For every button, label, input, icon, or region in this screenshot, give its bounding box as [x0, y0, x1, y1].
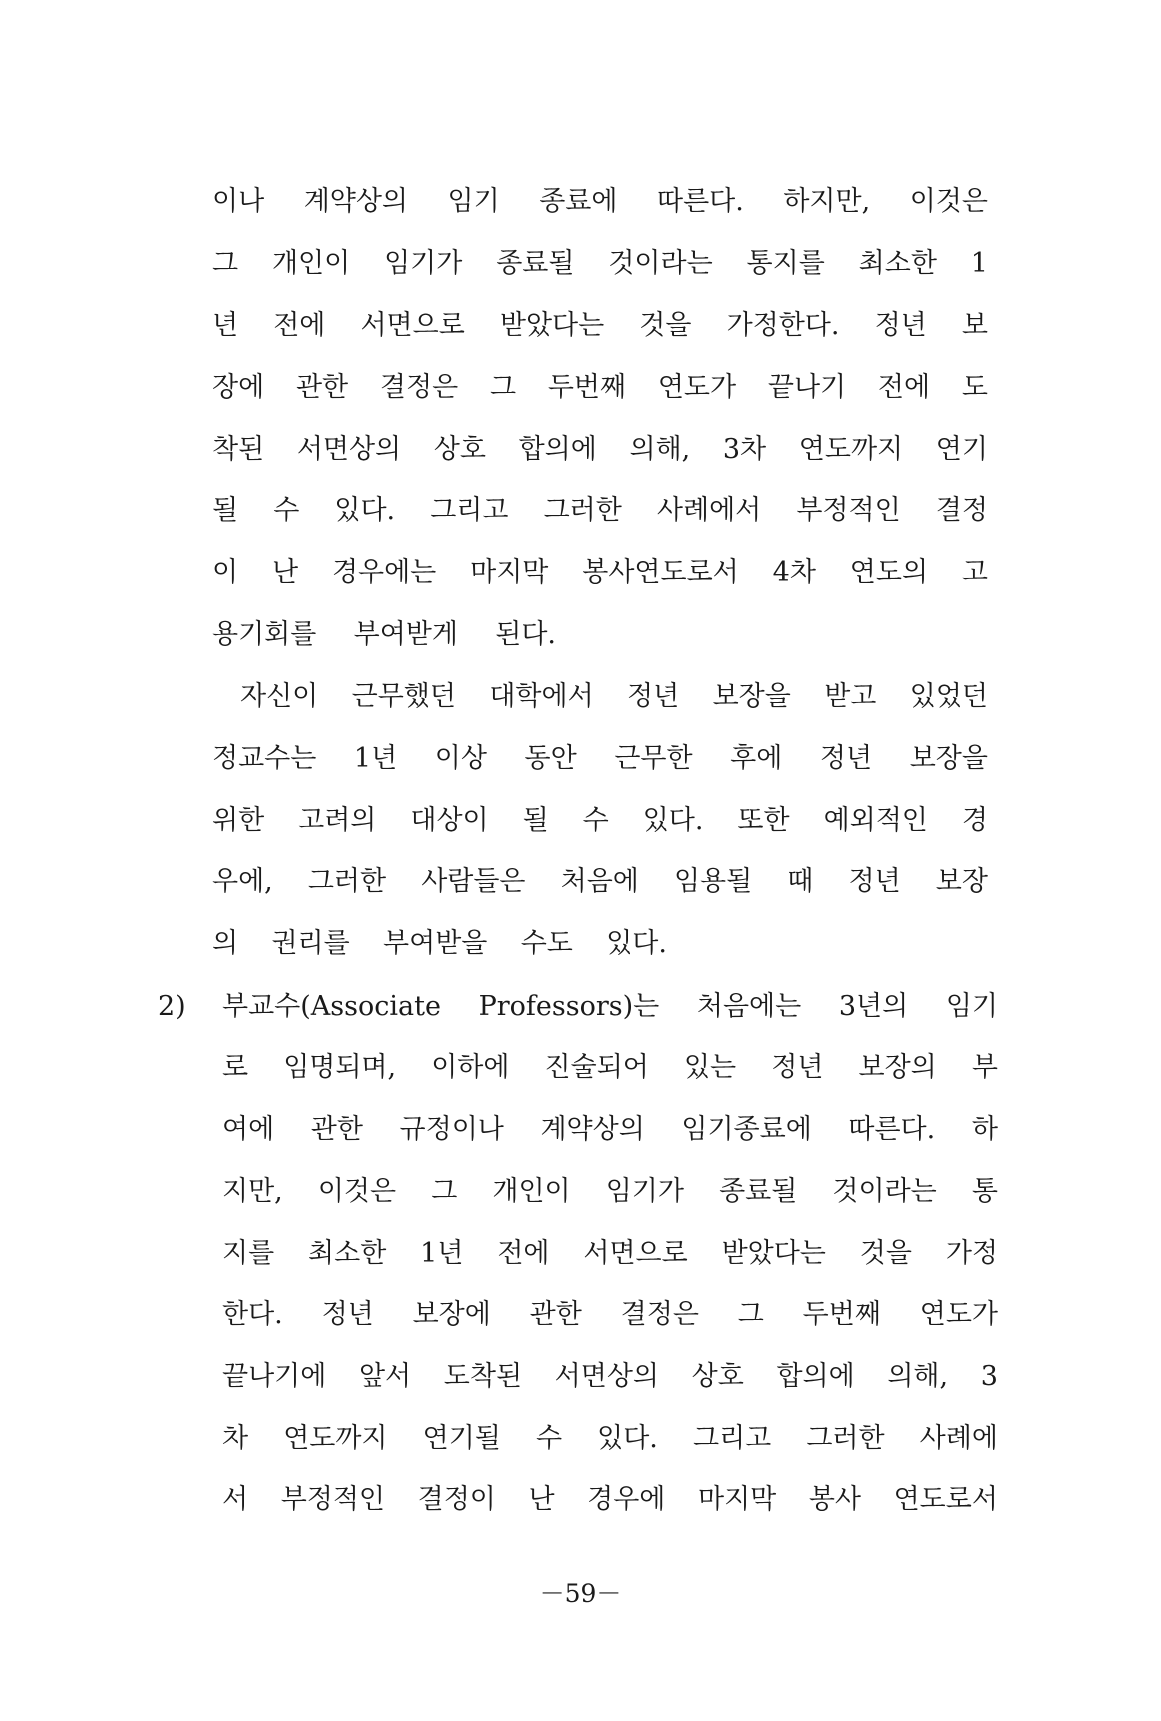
word: 그리고: [430, 495, 509, 526]
word: 그: [489, 372, 517, 403]
word: 수: [582, 805, 609, 836]
word: 대상이: [410, 805, 489, 836]
word: 이상: [434, 743, 487, 774]
word: 보장을: [909, 743, 988, 774]
word: 규정이나: [399, 1114, 504, 1145]
paragraph-2-line: [212, 741, 988, 777]
word: 연도가: [919, 1299, 998, 1330]
word: 합의에: [776, 1361, 855, 1392]
word: 근무한: [614, 743, 693, 774]
word: 것을: [639, 310, 692, 341]
word: 봉사연도로서: [582, 557, 739, 588]
page-number: －59－: [539, 1579, 622, 1608]
word: 한다.: [222, 1299, 283, 1330]
word: 따른다.: [848, 1114, 936, 1145]
word: 그: [212, 248, 239, 279]
word: 우에,: [212, 866, 273, 897]
word: 두번째: [547, 372, 627, 403]
word: 사례에: [919, 1423, 998, 1454]
word: 마지막: [470, 557, 549, 588]
word: 하: [971, 1114, 998, 1145]
word: 연기: [935, 434, 988, 465]
word: 보장을: [712, 681, 791, 712]
word: 것을: [859, 1238, 912, 1269]
word: 장에: [212, 372, 265, 403]
word: 처음에는: [696, 991, 802, 1022]
word: 결정: [935, 495, 988, 526]
word: 될: [212, 495, 239, 526]
word: 그러한: [806, 1423, 885, 1454]
paragraph-1-line: [212, 555, 988, 591]
list-item-2-line: [222, 1174, 998, 1210]
word: 있다.: [642, 805, 704, 836]
word: 1: [970, 248, 988, 279]
word: 3차: [722, 434, 767, 465]
word: 경우에는: [331, 557, 437, 588]
word: 개인이: [492, 1176, 571, 1207]
paragraph-2-line: [212, 803, 988, 839]
word: 끝나기: [767, 372, 847, 403]
word: 근무했던: [351, 681, 456, 712]
word: 부정적인: [796, 495, 901, 526]
word: 연도가: [657, 372, 737, 403]
word: 임기: [945, 991, 998, 1022]
word: 연도까지: [798, 434, 904, 465]
word: 종료될: [719, 1176, 798, 1207]
word: 부교수(Associate: [222, 991, 441, 1022]
word: 봉사: [808, 1484, 861, 1515]
word: 정년: [627, 681, 680, 712]
word: 보장에: [412, 1299, 491, 1330]
word: 1년: [353, 743, 398, 774]
paragraph-2-line: [212, 926, 667, 962]
paragraph-1-line: [212, 370, 988, 406]
word: 부: [971, 1052, 998, 1083]
word: 여에: [222, 1114, 275, 1145]
word: 후에: [730, 743, 783, 774]
list-item-2-line: [222, 1297, 998, 1333]
word: 관한: [310, 1114, 363, 1145]
word: 임명되며,: [283, 1052, 397, 1083]
word: 받았다는: [721, 1238, 826, 1269]
word: 앞서: [358, 1361, 412, 1392]
word: 받았다는: [499, 310, 605, 341]
word: 권리를: [271, 928, 350, 959]
word: 마지막: [697, 1484, 777, 1515]
word: 난: [271, 557, 299, 588]
list-item-number: 2): [158, 991, 186, 1022]
word: 정교수는: [212, 743, 317, 774]
word: 위한: [212, 805, 265, 836]
word: 그: [737, 1299, 764, 1330]
word: 그: [431, 1176, 458, 1207]
list-item-2-line: [222, 1050, 998, 1086]
word: 경우에: [587, 1484, 666, 1515]
word: 정년: [874, 310, 927, 341]
word: 정년: [321, 1299, 374, 1330]
word: 그러한: [307, 866, 387, 897]
word: 보: [961, 310, 988, 341]
list-item-2-line: [222, 1112, 998, 1148]
word: 용기회를: [212, 619, 317, 650]
word: 대학에서: [489, 681, 594, 712]
word: 있는: [683, 1052, 737, 1083]
word: 예외적인: [823, 805, 928, 836]
word: 종료에: [539, 186, 618, 217]
word: 것이라는: [608, 248, 713, 279]
word: 임기가: [384, 248, 463, 279]
word: Professors)는: [478, 991, 660, 1022]
word: 있다.: [334, 495, 396, 526]
word: 처음에: [560, 866, 639, 897]
word: 관한: [529, 1299, 582, 1330]
word: 또한: [737, 805, 790, 836]
word: 받고: [824, 681, 877, 712]
word: 수: [535, 1423, 563, 1454]
word: 연기될: [422, 1423, 501, 1454]
word: 그러한: [543, 495, 622, 526]
word: 1년: [420, 1238, 464, 1269]
word: 진술되어: [544, 1052, 649, 1083]
word: 수: [273, 495, 300, 526]
word: 있었던: [909, 681, 988, 712]
word: 종료될: [496, 248, 575, 279]
word: 의해,: [887, 1361, 949, 1392]
paragraph-1-line: [212, 246, 988, 282]
word: 4차: [772, 557, 816, 588]
word: 임기: [447, 186, 500, 217]
word: 때: [787, 866, 814, 897]
word: 이나: [212, 186, 265, 217]
word: 의해,: [629, 434, 691, 465]
word: 년: [212, 310, 239, 341]
paragraph-1-line: [212, 308, 988, 344]
word: 지를: [222, 1238, 275, 1269]
list-item-2-line: [222, 1359, 998, 1395]
word: 난: [528, 1484, 555, 1515]
word: 전에: [273, 310, 326, 341]
word: 결정은: [379, 372, 459, 403]
word: 지만,: [222, 1176, 283, 1207]
paragraph-2-line: [240, 679, 988, 715]
word: 최소한: [308, 1238, 387, 1269]
word: 임기가: [605, 1176, 684, 1207]
word: 이: [212, 557, 239, 588]
word: 이것은: [317, 1176, 397, 1207]
word: 연도까지: [283, 1423, 388, 1454]
word: 도: [961, 372, 988, 403]
paragraph-1-line: [212, 617, 556, 653]
word: 사람들은: [421, 866, 526, 897]
word: 고려의: [298, 805, 377, 836]
word: 그리고: [692, 1423, 772, 1454]
word: 서면상의: [554, 1361, 659, 1392]
paragraph-2-line: [212, 864, 988, 900]
word: 부여받을: [383, 928, 488, 959]
word: 전에: [497, 1238, 550, 1269]
word: 개인이: [271, 248, 351, 279]
word: 3년의: [838, 991, 909, 1022]
word: 상호: [433, 434, 486, 465]
word: 서: [222, 1484, 249, 1515]
word: 최소한: [858, 248, 937, 279]
word: 연도의: [849, 557, 929, 588]
word: 있다.: [606, 928, 667, 959]
word: 보장의: [858, 1052, 937, 1083]
word: 통: [971, 1176, 998, 1207]
word: 끝나기에: [222, 1361, 327, 1392]
word: 합의에: [518, 434, 597, 465]
word: 보장: [935, 866, 988, 897]
word: 정년: [771, 1052, 824, 1083]
word: 따른다.: [656, 186, 744, 217]
word: 도착된: [443, 1361, 523, 1392]
word: 부정적인: [280, 1484, 386, 1515]
word: 임용될: [673, 866, 753, 897]
list-item-2-line: [222, 1421, 998, 1457]
word: 동안: [524, 743, 577, 774]
word: 전에: [877, 372, 931, 403]
paragraph-1-line: [212, 432, 988, 468]
word: 것이라는: [832, 1176, 937, 1207]
word: 있다.: [597, 1423, 658, 1454]
word: 정년: [819, 743, 873, 774]
word: 차: [222, 1423, 249, 1454]
word: 부여받게: [353, 619, 458, 650]
word: 결정이: [417, 1484, 496, 1515]
word: 가정: [945, 1238, 998, 1269]
word: 통지를: [746, 248, 825, 279]
word: 서면으로: [360, 310, 465, 341]
word: 결정은: [620, 1299, 699, 1330]
word: 고: [961, 557, 988, 588]
word: 자신이: [240, 681, 319, 712]
word: 두번째: [802, 1299, 881, 1330]
paragraph-1-line: [212, 493, 988, 529]
list-item-2-line: [222, 1236, 998, 1272]
word: 계약상의: [540, 1114, 645, 1145]
word: 임기종료에: [681, 1114, 812, 1145]
word: 된다.: [495, 619, 556, 650]
word: 상호: [691, 1361, 744, 1392]
paragraph-1-line: [212, 184, 988, 220]
word: 가정한다.: [726, 310, 840, 341]
list-item-2-line: [222, 1482, 998, 1518]
word: 이것은: [909, 186, 988, 217]
word: 착된: [212, 434, 265, 465]
word: 로: [222, 1052, 249, 1083]
word: 될: [522, 805, 549, 836]
word: 관한: [295, 372, 349, 403]
list-item-2-line: [222, 989, 998, 1025]
word: 계약상의: [303, 186, 409, 217]
word: 수도: [520, 928, 573, 959]
word: 의: [212, 928, 239, 959]
word: 서면으로: [583, 1238, 688, 1269]
word: 연도로서: [893, 1484, 998, 1515]
word: 이하에: [431, 1052, 510, 1083]
word: 정년: [848, 866, 901, 897]
word: 3: [980, 1361, 998, 1392]
word: 사례에서: [656, 495, 762, 526]
word: 서면상의: [296, 434, 402, 465]
word: 경: [961, 805, 988, 836]
word: 하지만,: [783, 186, 871, 217]
